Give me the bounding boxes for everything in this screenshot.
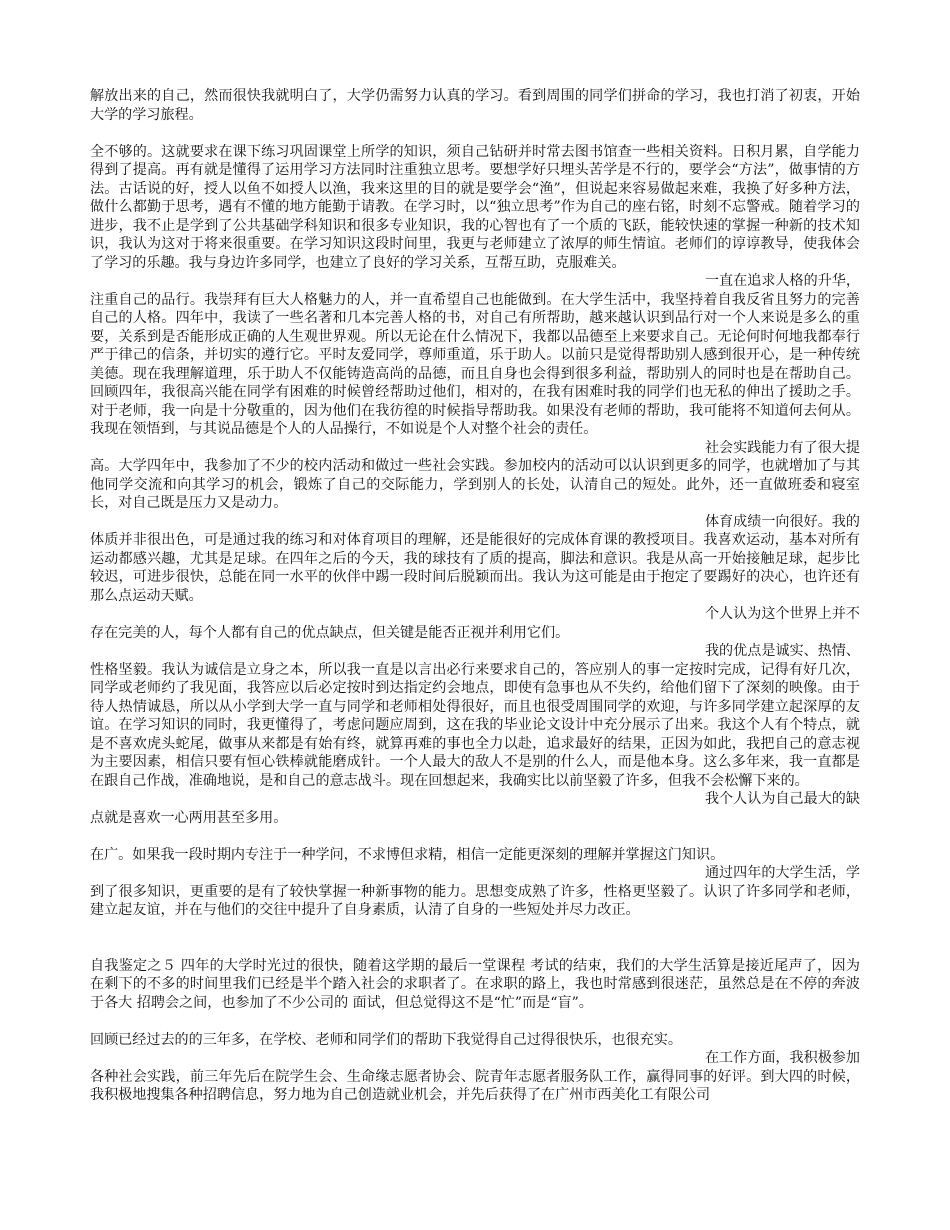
- paragraph-lead-line: 社会实践能力有了很大提: [704, 439, 860, 456]
- paragraph: 回顾已经过去的的三年多，在学校、老师和同学们的帮助下我觉得自己过得很快乐，也很充实。: [90, 1031, 682, 1048]
- paragraph: 注重自己的品行。我崇拜有巨大人格魅力的人，并一直希望自己也能做到。在大学生活中，我坚持着自我反省且努力的完善自己的人格。四年中，我读了一些名著和几本完善人格的书，对自己有所帮助，越来越认识到品行对一个人来说是多么的重要，关系到是否能形成正确的人生观世界观。所以无论在什么情况下，我都以品德至上来要求自己。无论何时何地我都奉行严于律己的信条，并切实的遵行它。平时友爱同学，尊师重道，乐于助人。以前只是觉得帮助别人感到很开心，是一种传统美德。现在我理解道理，乐于助人不仅能铸造高尚的品德，而且自身也会得到很多利益，帮助别人的同时也是在帮助自己。回顾四年，我很高兴能在同学有困难的时候曾经帮助过他们，相对的，在我有困难时我的同学们也无私的伸出了援助之手。对于老师，我一向是十分敬重的，因为他们在我彷徨的时候指导帮助我。如果没有老师的帮助，我可能将不知道何去何从。我现在领悟到，与其说品德是个人的人品操行，不如说是个人对整个社会的责任。: [90, 291, 860, 437]
- paragraph: 全不够的。这就要求在课下练习巩固课堂上所学的知识，须自己钻研并时常去图书馆查一些相关资料。日积月累，自学能力得到了提高。再有就是懂得了运用学习方法同时注重独立思考。要想学好只埋头苦学是不行的，要学会“方法”，做事情的方法。古话说的好，授人以鱼不如授人以渔，我来这里的目的就是要学会“渔”，但说起来容易做起来难，我换了好多种方法，做什么都勤于思考，遇有不懂的地方能勤于请教。在学习时，以“独立思考”作为自己的座右铭，时刻不忘警戒。随着学习的进步，我不止是学到了公共基础学科知识和很多专业知识，我的心智也有了一个质的飞跃，能较快速的掌握一种新的技术知识，我认为这对于将来很重要。在学习知识这段时间里，我更与老师建立了浓厚的师生情谊。老师们的谆谆教导，使我体会了学习的乐趣。我与身边许多同学，也建立了良好的学习关系，互帮互助，克服难关。: [90, 143, 860, 271]
- paragraph: 解放出来的自己，然而很快我就明白了，大学仍需努力认真的学习。看到周围的同学们拼命的学习，我也打消了初衷，开始大学的学习旅程。: [90, 88, 860, 123]
- paragraph: 各种社会实践，前三年先后在院学生会、生命缘志愿者协会、院青年志愿者服务队工作，赢得同事的好评。到大四的时候，我积极地搜集各种招聘信息，努力地为自己创造就业机会，并先后获得了在广州市西美化工有限公司: [90, 1068, 860, 1103]
- paragraph-lead-line: 通过四年的大学生活，学: [704, 865, 860, 881]
- paragraph-spacer: [90, 827, 860, 846]
- paragraph: 体质并非很出色，可是通过我的练习和对体育项目的理解，还是能很好的完成体育课的教授项目。我喜欢运动，基本对所有运动都感兴趣，尤其是足球。在四年之后的今天，我的球技有了质的提高，脚法和意识。我是从高一开始接触足球，起步比较迟，可进步很快，总能在同一水平的伙伴中踢一段时间后脱颖而出。我认为这可能是由于抱定了要踢好的决心，也许还有那么点运动天赋。: [90, 532, 860, 604]
- paragraph: 点就是喜欢一心两用甚至多用。: [90, 809, 288, 826]
- paragraph-lead-line: 我个人认为自己最大的缺: [704, 791, 860, 807]
- paragraph: 性格坚毅。我认为诚信是立身之本，所以我一直是以言出必行来要求自己的，答应别人的事一定按时完成，记得有好几次，同学或老师约了我见面，我答应以后必定按时到达指定约会地点，即使有急事也从不失约，给他们留下了深刻的映像。由于待人热情诚恳，所以从小学到大学一直与同学和老师相处得很好，而且也很受周围同学的欢迎，与许多同学建立起深厚的友谊。在学习知识的同时，我更懂得了，考虑问题应周到，这在我的毕业论文设计中充分展示了出来。我这个人有个特点，就是不喜欢虎头蛇尾，做事从来都是有始有终，就算再难的事也全力以赴，追求最好的结果，正因为如此，我把自己的意志视为主要因素，相信只要有恒心铁棒就能磨成针。一个人最大的敌人不是别的什么人，而是他本身。这么多年来，我一直都是在跟自己作战，准确地说，是和自己的意志战斗。现在回想起来，我确实比以前坚毅了许多，但我不会松懈下来的。: [90, 661, 860, 789]
- paragraph-spacer: [90, 920, 860, 957]
- paragraph-lead-line: 个人认为这个世界上并不: [704, 606, 860, 622]
- paragraph-spacer: [90, 1012, 860, 1031]
- paragraph-lead-line: 我的优点是诚实、热情、: [704, 643, 860, 659]
- paragraph: 在广。如果我一段时期内专注于一种学问，不求博但求精，相信一定能更深刻的理解并掌握这门知识。: [90, 846, 725, 863]
- paragraph: 自我鉴定之５ 四年的大学时光过的很快，随着这学期的最后一堂课程 考试的结束，我们的大学生活算是接近尾声了，因为在剩下的不多的时间里我们已经是半个踏入社会的求职者了。在求职的路上，我也时常感到很迷茫，虽然总是在不停的奔波于各大 招聘会之间，也参加了不少公司的 面试，但总觉得这不是“忙”而是“盲”。: [90, 957, 860, 1011]
- paragraph: 高。大学四年中，我参加了不少的校内活动和做过一些社会实践。参加校内的活动可以认识到更多的同学，也就增加了与其他同学交流和向其学习的机会，锻炼了自己的交际能力，学到别人的长处，认清自己的短处。此外，还一直做班委和寝室长，对自己既是压力又是动力。: [90, 458, 860, 511]
- paragraph: 存在完美的人，每个人都有自己的优点缺点，但关键是能否正视并利用它们。: [90, 624, 570, 641]
- paragraph-lead-line: 体育成绩一向很好。我的: [704, 513, 860, 530]
- paragraph: 到了很多知识，更重要的是有了较快掌握一种新事物的能力。思想变成熟了许多，性格更坚毅了。认识了许多同学和老师，建立起友谊，并在与他们的交往中提升了自身素质，认清了自身的一些短处并尽力改正。: [90, 883, 860, 918]
- paragraph-lead-line: 在工作方面，我积极参加: [704, 1050, 860, 1066]
- paragraph-lead-line: 一直在追求人格的升华，: [704, 273, 860, 289]
- paragraph-spacer: [90, 124, 860, 143]
